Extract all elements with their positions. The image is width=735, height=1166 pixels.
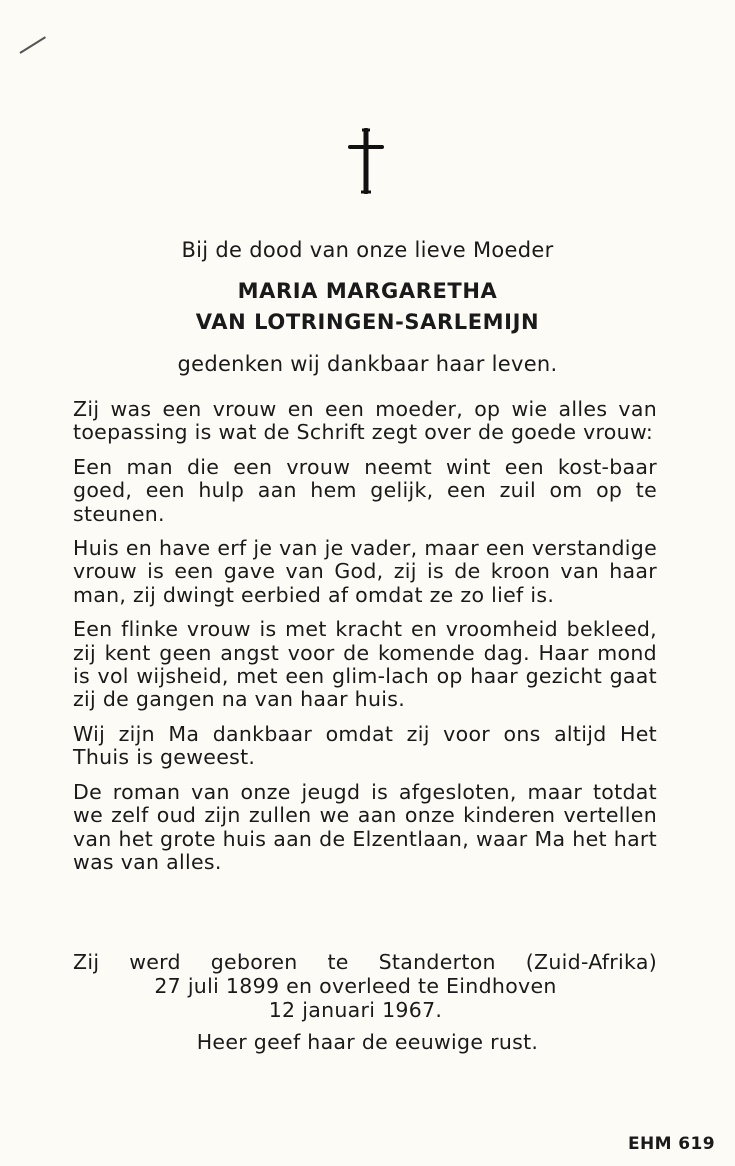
deceased-name-line2: VAN LOTRINGEN-SARLEMIJN — [195, 310, 540, 334]
deceased-name-line1: MARIA MARGARETHA — [237, 279, 498, 303]
stray-pen-mark — [19, 36, 46, 54]
paragraph: Wij zijn Ma dankbaar omdat zij voor ons altijd Het Thuis is geweest. — [73, 721, 657, 770]
memorial-text — [73, 398, 657, 885]
intro-line: Bij de dood van onze lieve Moeder — [181, 238, 554, 262]
print-code: EHM 619 — [628, 1134, 715, 1154]
death-date-line: 12 januari 1967. — [268, 998, 443, 1022]
closing-prayer: Heer geef haar de eeuwige rust. — [196, 1030, 539, 1054]
paragraph: Een man die een vrouw neemt wint een kost-baar goed, een hulp aan hem gelijk, een zuil om op te steunen. — [73, 454, 657, 526]
birth-line: Zij werd geboren te Standerton (Zuid-Afrika) — [73, 950, 657, 974]
remembrance-line: gedenken wij dankbaar haar leven. — [177, 352, 558, 376]
paragraph: De roman van onze jeugd is afgesloten, maar totdat we zelf oud zijn zullen we aan onze kinderen vertellen van het grote huis aan de Elzentlaan, waar Ma het hart was van alles. — [73, 779, 657, 874]
latin-cross-icon — [346, 128, 386, 194]
paragraph: Zij was een vrouw en een moeder, op wie alles van toepassing is wat de Schrift zegt over de goede vrouw: — [73, 397, 657, 445]
paragraph: Huis en have erf je van je vader, maar een verstandige vrouw is een gave van God, zij is de kroon van haar man, zij dwingt eerbied af omdat ze zo lief is. — [73, 536, 657, 607]
dates-line: 27 juli 1899 en overleed te Eindhoven — [154, 974, 557, 998]
paragraph: Een flinke vrouw is met kracht en vroomheid bekleed, zij kent geen angst voor de komende dag. Haar mond is vol wijsheid, met een glim-lach op haar gezicht gaat zij de gangen na van haar huis. — [73, 617, 657, 712]
